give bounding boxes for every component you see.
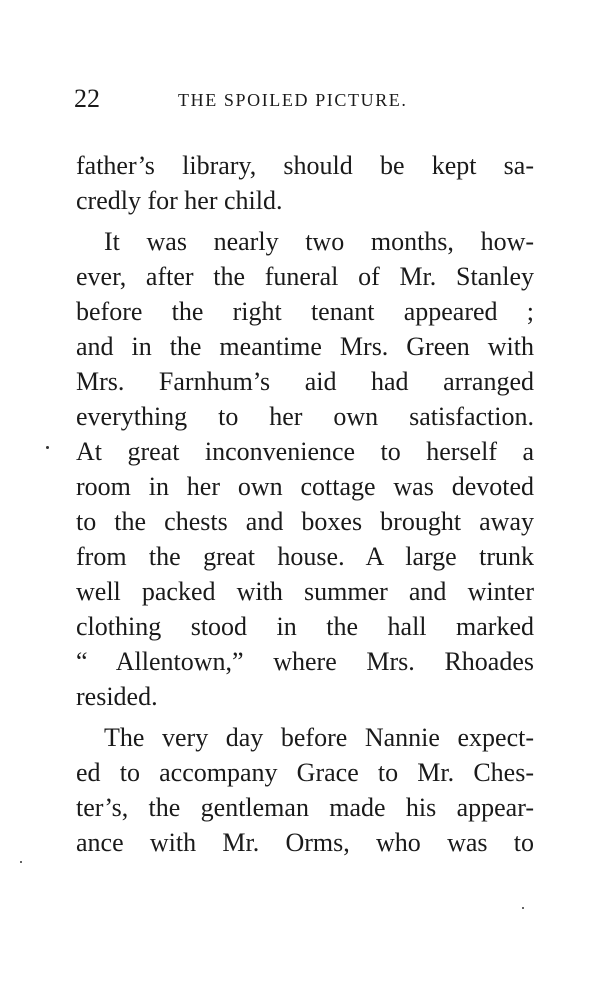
text-line: room in her own cottage was devoted [76, 472, 534, 501]
text-line: ter’s, the gentleman made his appear- [76, 793, 534, 822]
text-line: credly for her child. [76, 186, 283, 215]
print-speck [20, 861, 22, 863]
running-title: THE SPOILED PICTURE. [178, 90, 408, 110]
text-line: clothing stood in the hall marked [76, 612, 534, 641]
page-number: 22 [74, 84, 100, 113]
text-line: to the chests and boxes brought away [76, 507, 534, 536]
paragraph-start-line: The very day before Nannie expect- [104, 723, 534, 752]
text-line: father’s library, should be kept sa- [76, 151, 534, 180]
text-line: and in the meantime Mrs. Green with [76, 332, 534, 361]
text-line: before the right tenant appeared ; [76, 297, 534, 326]
text-line: resided. [76, 682, 158, 711]
text-line: from the great house. A large trunk [76, 542, 534, 571]
text-line: well packed with summer and winter [76, 577, 534, 606]
page-header [74, 84, 544, 114]
text-line: ed to accompany Grace to Mr. Ches- [76, 758, 534, 787]
text-line: ever, after the funeral of Mr. Stanley [76, 262, 534, 291]
text-line: At great inconvenience to herself a [76, 437, 534, 466]
text-line: “ Allentown,” where Mrs. Rhoades [76, 647, 534, 676]
paragraph-start-line: It was nearly two months, how- [104, 227, 534, 256]
print-speck [522, 907, 524, 909]
text-line: everything to her own satisfaction. [76, 402, 534, 431]
text-line: Mrs. Farnhum’s aid had arranged [76, 367, 534, 396]
print-speck [46, 446, 49, 449]
text-line: ance with Mr. Orms, who was to [76, 828, 534, 857]
